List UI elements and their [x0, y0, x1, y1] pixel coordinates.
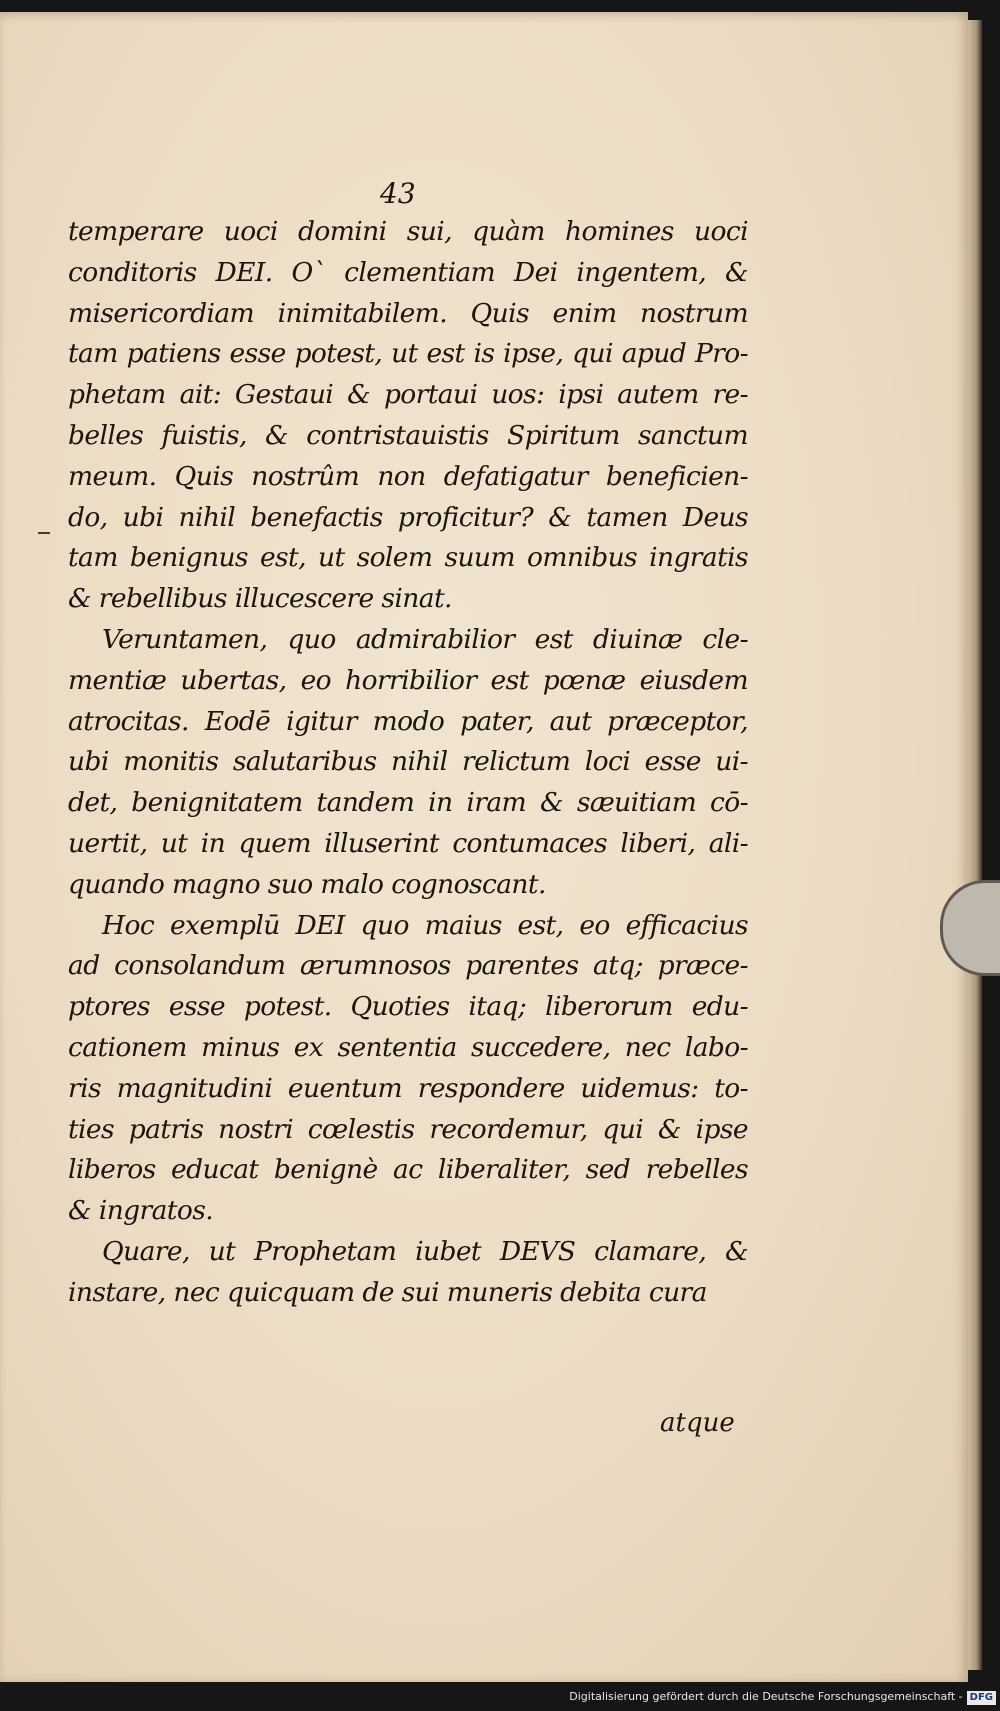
- text-line: tam patiens esse potest, ut est is ipse, qui apud Pro-: [68, 338, 748, 370]
- text-line: ris magnitudini euentum respondere uidemus: to-: [68, 1072, 748, 1104]
- credit-text: Digitalisierung gefördert durch die Deutsche Forschungsgemeinschaft -: [569, 1690, 963, 1703]
- text-line: & ingratos.: [68, 1195, 214, 1227]
- text-line: ubi monitis salutaribus nihil relictum loci esse ui-: [68, 746, 748, 778]
- paragraph: [68, 906, 748, 1232]
- text-line: ties patris nostri cœlestis recordemur, qui & ipse: [68, 1113, 748, 1145]
- text-line: liberos educat benignè ac liberaliter, sed rebelles: [68, 1154, 748, 1186]
- text-line: det, benignitatem tandem in iram & sæuitiam cō-: [68, 787, 748, 819]
- text-line: Quare, ut Prophetam iubet DEVS clamare, &: [102, 1235, 748, 1267]
- paragraph: [68, 212, 748, 620]
- paragraph: [68, 1232, 748, 1314]
- text-line: & rebellibus illucescere sinat.: [68, 583, 452, 615]
- text-line: tam benignus est, ut solem suum omnibus ingratis: [68, 542, 748, 574]
- book-page: [0, 12, 968, 1682]
- page-edge: [968, 20, 982, 1670]
- text-line: do, ubi nihil benefactis proficitur? & tamen Deus: [68, 501, 748, 533]
- text-line: mentiæ ubertas, eo horribilior est pœnæ eiusdem: [68, 664, 748, 696]
- text-line: meum. Quis nostrûm non defatigatur beneficien-: [68, 460, 748, 492]
- text-line: ptores esse potest. Quoties itaq; liberorum edu-: [68, 991, 748, 1023]
- text-line: instare, nec quicquam de sui muneris debita cura: [68, 1276, 707, 1308]
- body-text: [68, 212, 748, 1314]
- text-line: quando magno suo malo cognoscant.: [68, 868, 546, 900]
- text-line: uertit, ut in quem illuserint contumaces liberi, ali-: [68, 827, 748, 859]
- text-line: Veruntamen, quo admirabilior est diuinæ cle-: [102, 623, 748, 655]
- text-line: atrocitas. Eodē igitur modo pater, aut præceptor,: [68, 705, 748, 737]
- text-line: ad consolandum ærumnosos parentes atq; præce-: [68, 950, 748, 982]
- digitization-credit: [500, 1690, 996, 1708]
- text-line: phetam ait: Gestaui & portaui uos: ipsi autem re-: [68, 379, 748, 411]
- page-number: 43: [380, 177, 416, 210]
- text-line: belles fuistis, & contristauistis Spiritum sanctum: [68, 419, 748, 451]
- catchword: atque: [660, 1408, 735, 1438]
- text-line: temperare uoci domini sui, quàm homines uoci: [68, 216, 748, 247]
- paragraph: [68, 620, 748, 906]
- dfg-logo: DFG: [967, 1691, 996, 1705]
- text-line: conditoris DEI. O` clementiam Dei ingentem, &: [68, 256, 748, 288]
- margin-mark: [38, 532, 50, 534]
- text-line: Hoc exemplū DEI quo maius est, eo efficacius: [102, 909, 748, 941]
- text-line: misericordiam inimitabilem. Quis enim nostrum: [68, 297, 748, 329]
- text-line: cationem minus ex sententia succedere, nec labo-: [68, 1031, 748, 1063]
